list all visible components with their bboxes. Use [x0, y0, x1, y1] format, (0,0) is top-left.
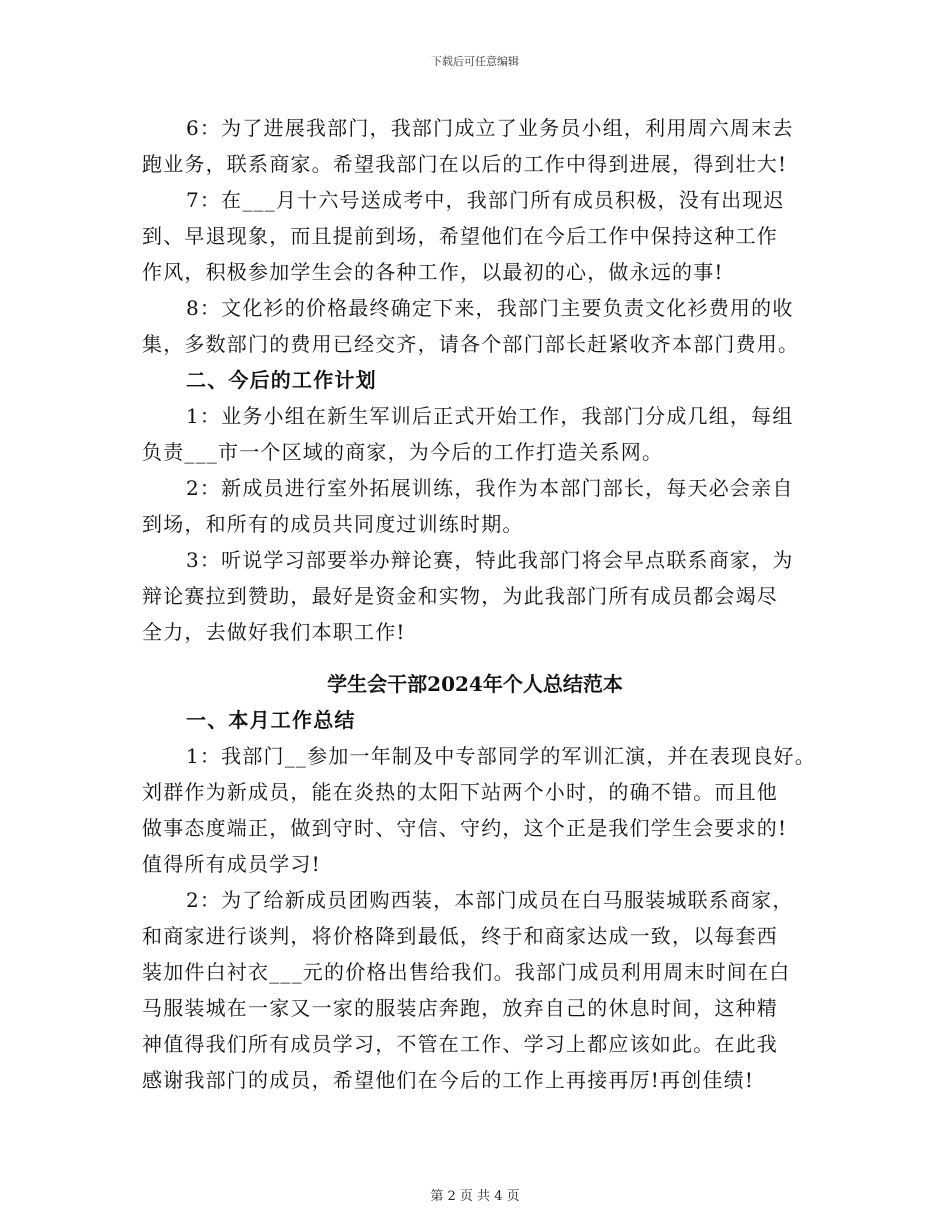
paragraph-line: 2：为了给新成员团购西装，本部门成员在白马服装城联系商家，: [186, 888, 794, 912]
paragraph-line: 1：我部门__参加一年制及中专部同学的军训汇演，并在表现良好。: [186, 744, 816, 768]
paragraph-line: 神值得我们所有成员学习，不管在工作、学习上都应该如此。在此我: [142, 1032, 778, 1056]
paragraph-line: 值得所有成员学习!: [142, 852, 321, 876]
paragraph-line: 刘群作为新成员，能在炎热的太阳下站两个小时，的确不错。而且他: [142, 780, 778, 804]
paragraph-line: 全力，去做好我们本职工作!: [142, 620, 406, 644]
paragraph-line: 到、早退现象，而且提前到场，希望他们在今后工作中保持这种工作: [142, 224, 778, 248]
paragraph-line: 7：在___月十六号送成考中，我部门所有成员积极，没有出现迟: [186, 188, 785, 212]
paragraph-line: 和商家进行谈判，将价格降到最低，终于和商家达成一致，以每套西: [142, 924, 778, 948]
paragraph-line: 到场，和所有的成员共同度过训练时期。: [142, 512, 524, 536]
paragraph-line: 6：为了进展我部门，我部门成立了业务员小组，利用周六周末去: [186, 116, 794, 140]
paragraph-line: 3：听说学习部要举办辩论赛，特此我部门将会早点联系商家，为: [186, 548, 794, 572]
paragraph-line: 马服装城在一家又一家的服装店奔跑，放弃自己的休息时间，这种精: [142, 996, 778, 1020]
paragraph-line: 装加件白衬衣___元的价格出售给我们。我部门成员利用周末时间在白: [142, 960, 791, 984]
paragraph-line: 集，多数部门的费用已经交齐，请各个部门部长赶紧收齐本部门费用。: [142, 332, 800, 356]
paragraph-line: 跑业务，联系商家。希望我部门在以后的工作中得到进展，得到壮大!: [142, 152, 788, 176]
page-footer: 第 2 页 共 4 页: [430, 1189, 520, 1204]
paragraph-line: 2：新成员进行室外拓展训练，我作为本部门部长，每天必会亲自: [186, 476, 794, 500]
page-header: 下载后可任意编辑: [431, 55, 519, 68]
paragraph-line: 8：文化衫的价格最终确定下来，我部门主要负责文化衫费用的收: [186, 296, 794, 320]
paragraph-line: 作风，积极参加学生会的各种工作，以最初的心，做永远的事!: [142, 260, 724, 284]
paragraph-line: 做事态度端正，做到守时、守信、守约，这个正是我们学生会要求的!: [142, 816, 788, 840]
section-heading: 二、今后的工作计划: [186, 368, 377, 392]
paragraph-line: 辩论赛拉到赞助，最好是资金和实物，为此我部门所有成员都会竭尽: [142, 584, 778, 608]
paragraph-line: 负责___市一个区域的商家，为今后的工作打造关系网。: [142, 440, 664, 464]
document-title: 学生会干部2024年个人总结范本: [327, 672, 623, 696]
section-heading: 一、本月工作总结: [186, 708, 356, 732]
paragraph-line: 1：业务小组在新生军训后正式开始工作，我部门分成几组，每组: [186, 404, 794, 428]
paragraph-line: 感谢我部门的成员，希望他们在今后的工作上再接再厉!再创佳绩!: [142, 1068, 755, 1092]
